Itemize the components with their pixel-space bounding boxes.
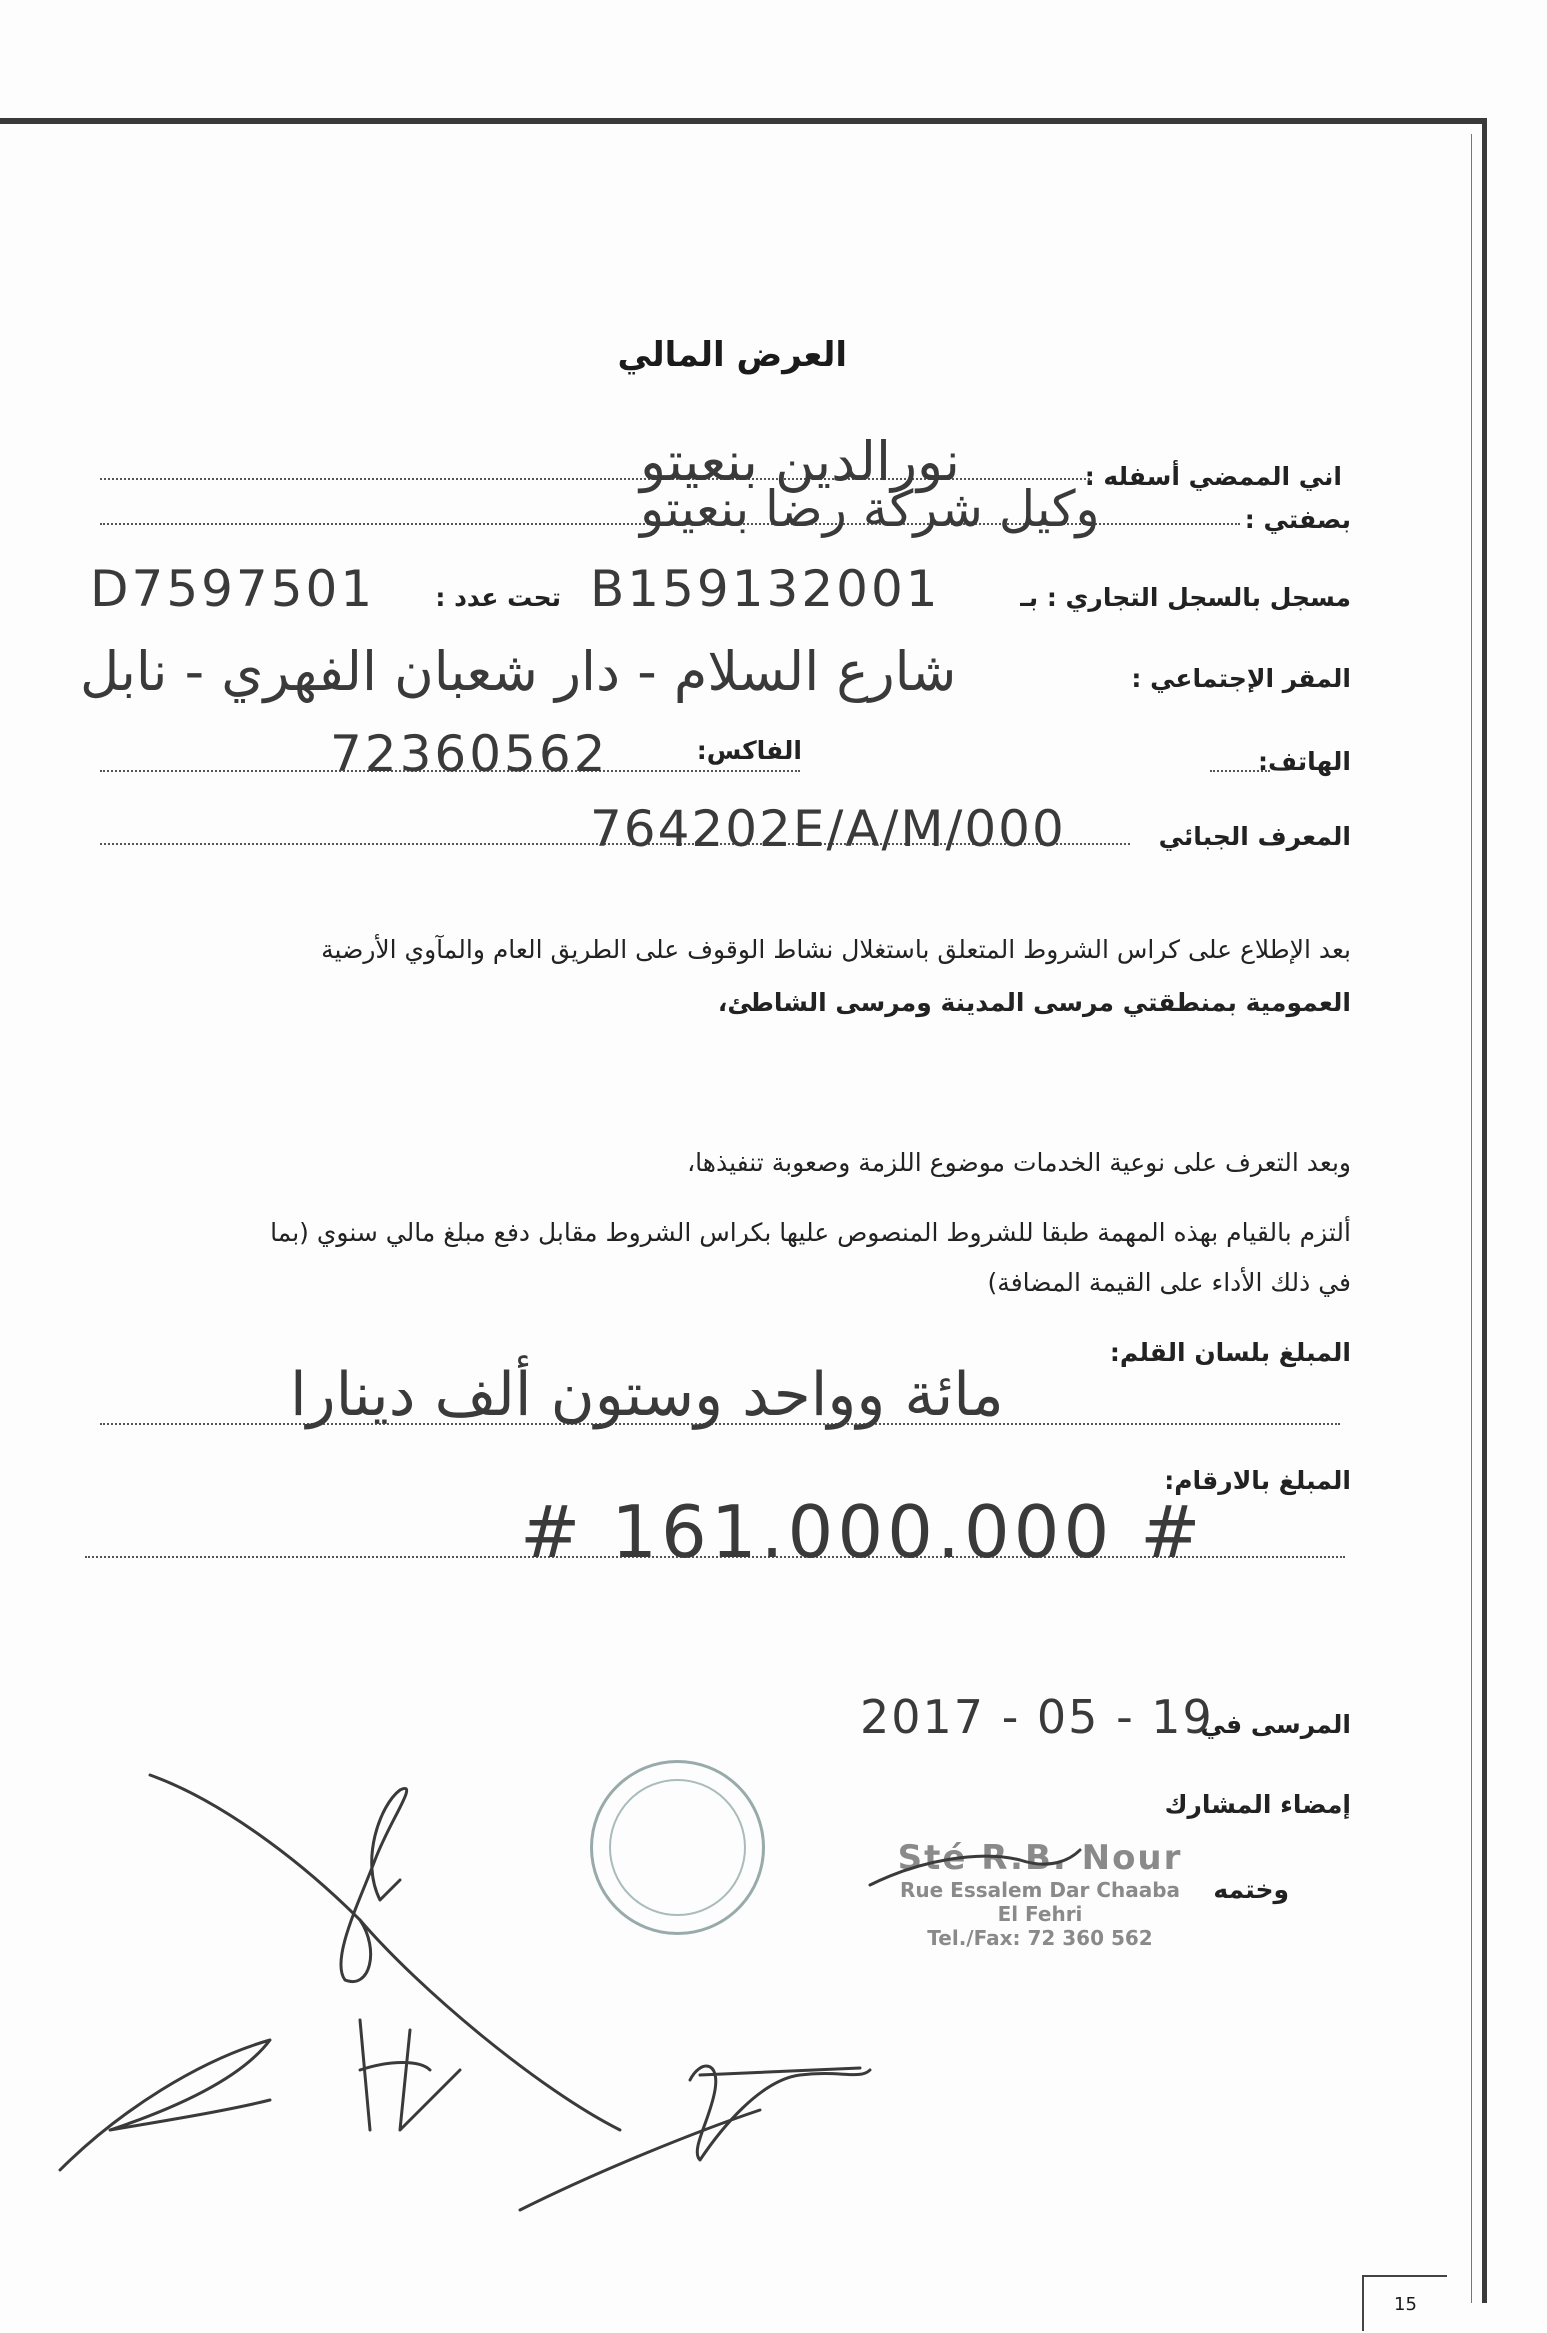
amount-words-label: المبلغ بلسان القلم: [1109, 1338, 1351, 1367]
amount-words-value: مائة وواحد وستون ألف دينارا [290, 1360, 1004, 1430]
paragraph-1-line-2: العمومية بمنطقتي مرسى المدينة ومرسى الشاطئ، [717, 988, 1351, 1017]
signature-4-tail [520, 2110, 760, 2210]
stamp-line-3: El Fehri [997, 1902, 1083, 1926]
paragraph-3-line-2: في ذلك الأداء على القيمة المضافة) [987, 1268, 1351, 1297]
page-number: 15 [1362, 2275, 1447, 2331]
amount-figures-label: المبلغ بالارقام: [1164, 1466, 1351, 1495]
signature-2-stroke [60, 2040, 270, 2170]
fax-label: الفاكس: [696, 736, 802, 765]
signature-1-tail [360, 1920, 620, 2130]
stamp-label: وختمه [1213, 1875, 1289, 1904]
capacity-value: وكيل شركة رضا بنعيتو [640, 480, 1100, 538]
capacity-label: بصفتي : [1244, 505, 1351, 534]
amount-figures-value: # 161.000.000 # [520, 1490, 1205, 1574]
paragraph-2: وبعد التعرف على نوعية الخدمات موضوع اللزمة وصعوبة تنفيذها، [687, 1148, 1351, 1177]
stamp-overlay-signature [870, 1850, 1080, 1885]
signatory-value: نورالدين بنعيتو [640, 430, 960, 493]
fax-value: 72360562 [330, 725, 609, 783]
date-value: 2017 - 05 - 19 [860, 1690, 1214, 1744]
register-number-value: D7597501 [90, 560, 376, 618]
register-number-label: تحت عدد : [435, 583, 561, 612]
stamp-line-1: Sté R.B. Nour [897, 1838, 1183, 1878]
head-office-label: المقر الإجتماعي : [1131, 664, 1351, 693]
stamp-line-4: Tel./Fax: 72 360 562 [927, 1926, 1153, 1950]
phone-label: الهاتف: [1257, 747, 1351, 776]
head-office-value: شارع السلام - دار شعبان الفهري - نابل [80, 640, 957, 703]
signature-4-stroke [690, 2066, 870, 2160]
signature-label: إمضاء المشارك [1164, 1790, 1351, 1819]
place-date-label: المرسى في [1200, 1710, 1351, 1739]
commercial-register-label: مسجل بالسجل التجاري : بـ [1020, 583, 1351, 612]
paragraph-3-line-1: ألتزم بالقيام بهذه المهمة طبقا للشروط المنصوص عليها بكراس الشروط مقابل دفع مبلغ مالي سنوي (بما [270, 1218, 1351, 1247]
commercial-register-value: B159132001 [590, 560, 941, 618]
signatory-label: اني الممضي أسفله : [1084, 462, 1342, 491]
tax-id-value: 764202E/A/M/000 [590, 800, 1066, 858]
signature-1-stroke [150, 1775, 407, 1982]
document-title: العرض المالي [617, 335, 847, 375]
paragraph-1-line-1: بعد الإطلاع على كراس الشروط المتعلق باستغلال نشاط الوقوف على الطريق العام والمآوي الأرضية [321, 935, 1351, 964]
signature-3-stroke [360, 2020, 460, 2130]
stamp-line-2: Rue Essalem Dar Chaaba [900, 1878, 1180, 1902]
tax-id-label: المعرف الجبائي [1158, 822, 1351, 851]
